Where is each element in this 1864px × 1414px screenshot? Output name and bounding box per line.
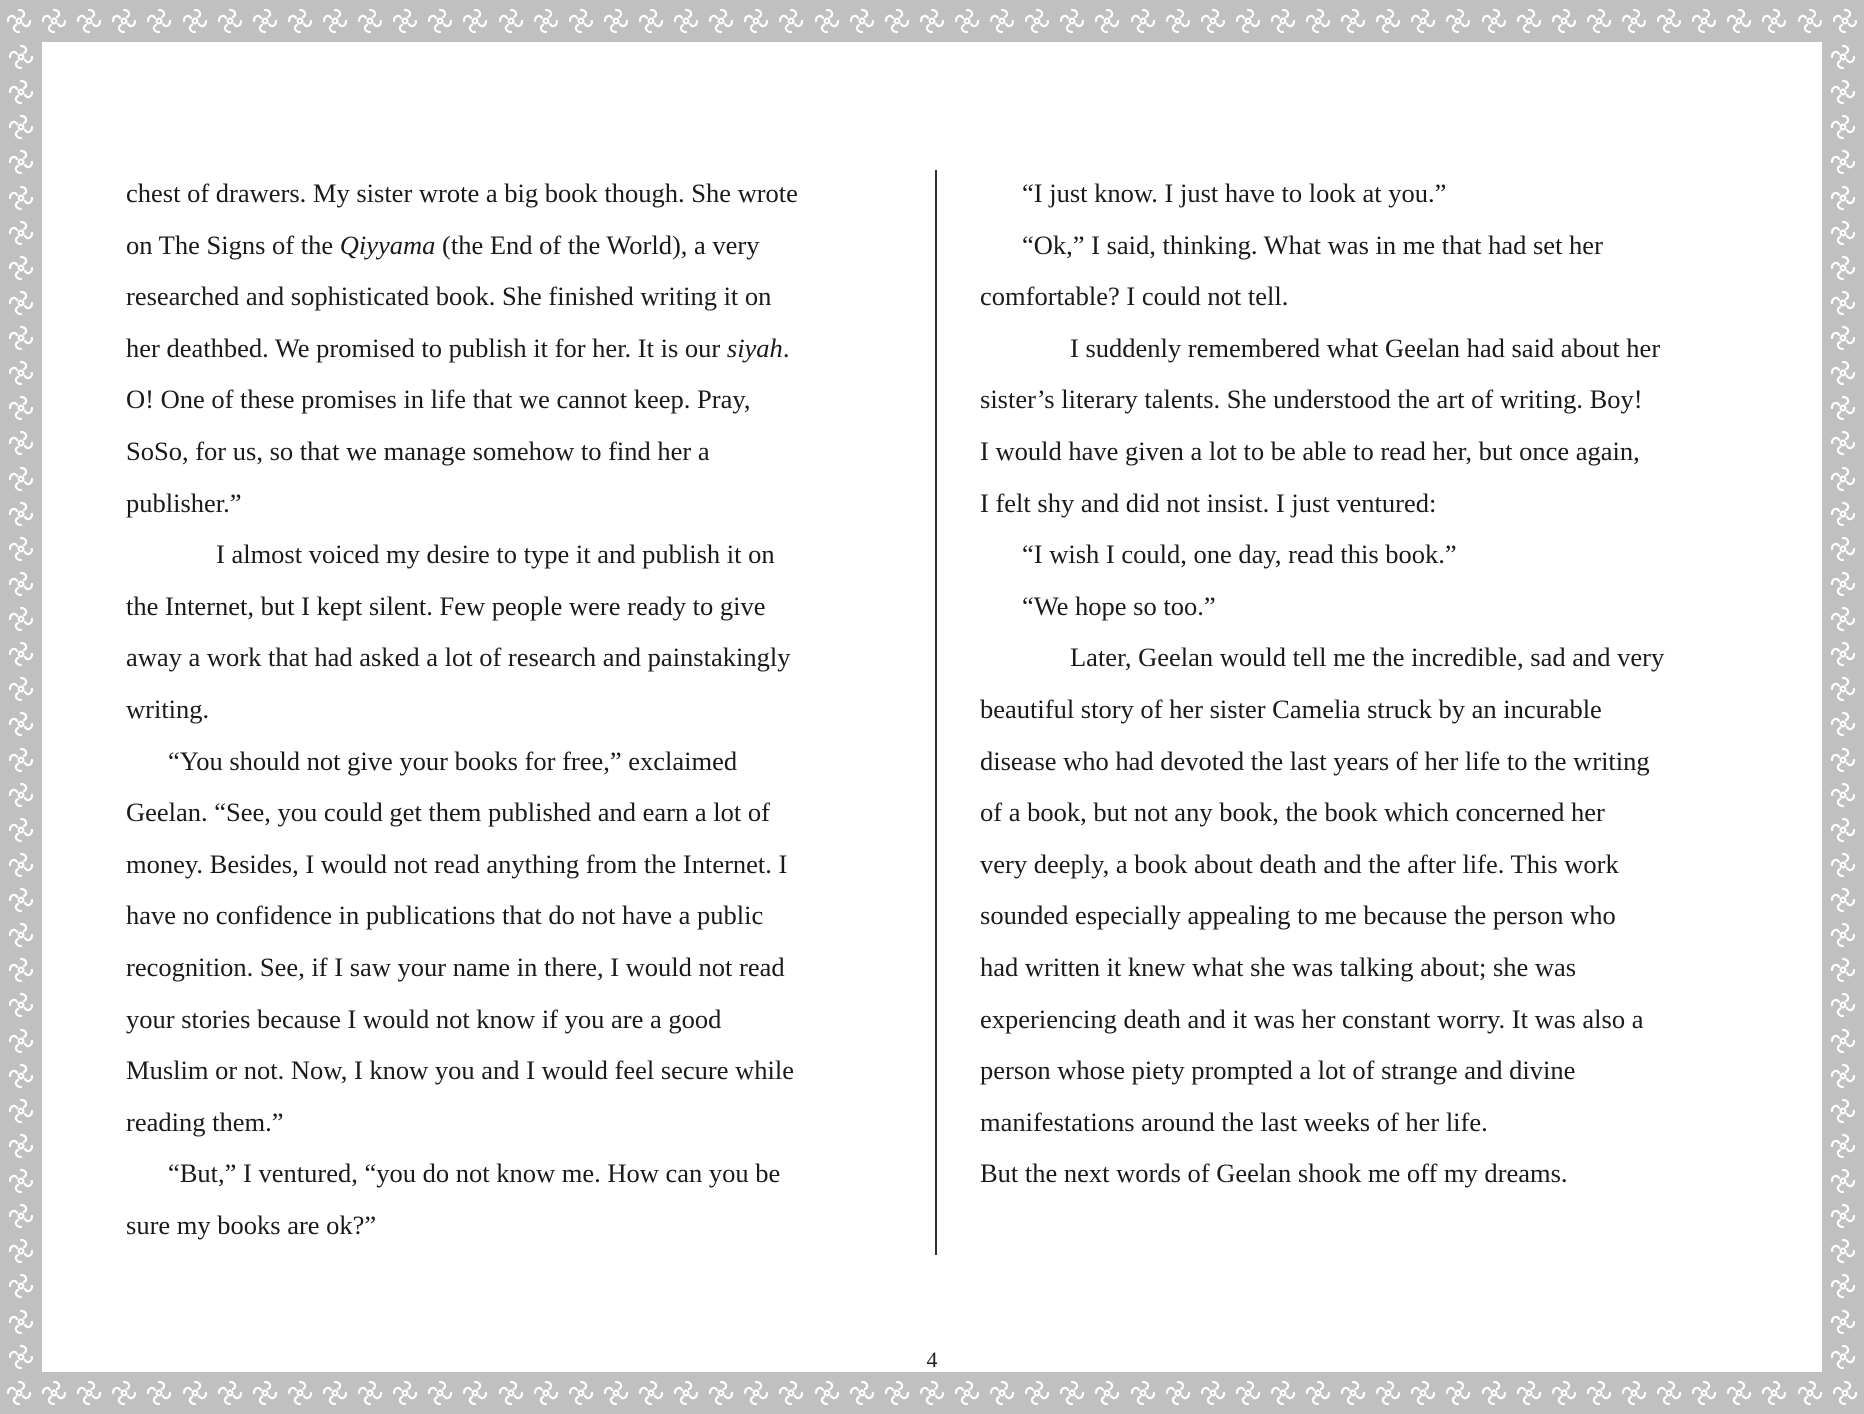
border-ornament-icon — [917, 6, 947, 36]
border-ornament-icon — [215, 6, 245, 36]
border-ornament-icon — [6, 674, 36, 704]
border-ornament-icon — [987, 1378, 1017, 1408]
border-left — [0, 42, 42, 1372]
border-ornament-icon — [496, 6, 526, 36]
border-ornament-icon — [6, 569, 36, 599]
border-ornament-icon — [6, 1236, 36, 1266]
border-ornament-icon — [1828, 1096, 1858, 1126]
border-ornament-icon — [6, 42, 36, 72]
border-ornament-icon — [180, 1378, 210, 1408]
border-ornament-icon — [1828, 1271, 1858, 1301]
border-ornament-icon — [1514, 6, 1544, 36]
border-ornament-icon — [1268, 1378, 1298, 1408]
border-ornament-icon — [1724, 6, 1754, 36]
border-ornament-icon — [6, 323, 36, 353]
border-ornament-icon — [601, 6, 631, 36]
border-ornament-icon — [1828, 464, 1858, 494]
border-ornament-icon — [1514, 1378, 1544, 1408]
border-ornament-icon — [1828, 253, 1858, 283]
border-ornament-icon — [776, 1378, 806, 1408]
text-line: reading them.” — [126, 1106, 284, 1137]
border-ornament-icon — [6, 639, 36, 669]
border-ornament-icon — [320, 1378, 350, 1408]
border-ornament-icon — [1092, 6, 1122, 36]
text-line: I almost voiced my desire to type it and publish it on — [216, 539, 775, 570]
text-line: have no confidence in publications that do not have a public — [126, 900, 764, 931]
border-ornament-icon — [6, 1131, 36, 1161]
border-ornament-icon — [1828, 955, 1858, 985]
border-ornament-icon — [390, 1378, 420, 1408]
border-ornament-icon — [6, 1271, 36, 1301]
border-ornament-icon — [1233, 1378, 1263, 1408]
border-ornament-icon — [1057, 1378, 1087, 1408]
border-ornament-icon — [1830, 1378, 1860, 1408]
border-ornament-icon — [1654, 1378, 1684, 1408]
border-ornament-icon — [1373, 6, 1403, 36]
border-ornament-icon — [496, 1378, 526, 1408]
border-ornament-icon — [6, 709, 36, 739]
border-ornament-icon — [390, 6, 420, 36]
text-line: disease who had devoted the last years of her life to the writing — [980, 745, 1650, 776]
text-line: sure my books are ok?” — [126, 1209, 377, 1240]
text-line: “But,” I ventured, “you do not know me. How can you be — [168, 1158, 781, 1189]
text-line: I felt shy and did not insist. I just ventured: — [980, 487, 1437, 518]
border-ornament-icon — [355, 1378, 385, 1408]
border-ornament-icon — [1828, 183, 1858, 213]
border-ornament-icon — [1830, 6, 1860, 36]
text-line: Later, Geelan would tell me the incredible, sad and very — [1070, 642, 1665, 673]
border-ornament-icon — [1828, 534, 1858, 564]
border-top — [0, 0, 1864, 42]
border-ornament-icon — [1828, 358, 1858, 388]
text-line: sounded especially appealing to me because the person who — [980, 900, 1616, 931]
border-ornament-icon — [1408, 6, 1438, 36]
text-line: “I wish I could, one day, read this book.” — [1022, 539, 1457, 570]
border-ornament-icon — [6, 534, 36, 564]
border-ornament-icon — [1479, 1378, 1509, 1408]
border-ornament-icon — [1654, 6, 1684, 36]
border-ornament-icon — [601, 1378, 631, 1408]
text-line: Geelan. “See, you could get them published and earn a lot of — [126, 797, 770, 828]
border-ornament-icon — [1373, 1378, 1403, 1408]
border-ornament-icon — [425, 6, 455, 36]
border-ornament-icon — [1443, 6, 1473, 36]
text-line: very deeply, a book about death and the after life. This work — [980, 848, 1619, 879]
border-ornament-icon — [531, 6, 561, 36]
border-ornament-icon — [1163, 1378, 1193, 1408]
border-ornament-icon — [847, 6, 877, 36]
border-ornament-icon — [1828, 885, 1858, 915]
italic-term: siyah — [726, 332, 783, 363]
border-ornament-icon — [1479, 6, 1509, 36]
text-segment: (the End of the World), a very — [435, 229, 760, 260]
text-line: comfortable? I could not tell. — [980, 281, 1289, 312]
border-ornament-icon — [812, 6, 842, 36]
border-ornament-icon — [1828, 499, 1858, 529]
border-ornament-icon — [285, 6, 315, 36]
border-ornament-icon — [6, 885, 36, 915]
border-ornament-icon — [1828, 1166, 1858, 1196]
border-ornament-icon — [1828, 604, 1858, 634]
italic-term: Qiyyama — [339, 229, 436, 260]
text-line: your stories because I would not know if you are a good — [126, 1003, 722, 1034]
text-line: of a book, but not any book, the book which concerned her — [980, 797, 1605, 828]
border-ornament-icon — [1828, 393, 1858, 423]
border-ornament-icon — [1549, 6, 1579, 36]
border-ornament-icon — [952, 6, 982, 36]
border-ornament-icon — [6, 1201, 36, 1231]
text-line: “Ok,” I said, thinking. What was in me that had set her — [1022, 229, 1603, 260]
border-ornament-icon — [1128, 6, 1158, 36]
border-ornament-icon — [1619, 6, 1649, 36]
border-ornament-icon — [882, 1378, 912, 1408]
text-line: I would have given a lot to be able to read her, but once again, — [980, 435, 1640, 466]
border-ornament-icon — [1828, 1201, 1858, 1231]
border-ornament-icon — [1163, 6, 1193, 36]
border-ornament-icon — [4, 1378, 34, 1408]
text-line: O! One of these promises in life that we cannot keep. Pray, — [126, 384, 751, 415]
border-ornament-icon — [250, 6, 280, 36]
border-ornament-icon — [1689, 1378, 1719, 1408]
text-segment: on The Signs of the — [126, 229, 340, 260]
border-ornament-icon — [6, 780, 36, 810]
border-ornament-icon — [1549, 1378, 1579, 1408]
text-line: sister’s literary talents. She understood the art of writing. Boy! — [980, 384, 1643, 415]
border-ornament-icon — [566, 6, 596, 36]
border-ornament-icon — [6, 253, 36, 283]
border-ornament-icon — [566, 1378, 596, 1408]
border-ornament-icon — [531, 1378, 561, 1408]
border-ornament-icon — [1303, 6, 1333, 36]
border-ornament-icon — [460, 6, 490, 36]
border-ornament-icon — [6, 218, 36, 248]
border-ornament-icon — [6, 464, 36, 494]
border-ornament-icon — [6, 183, 36, 213]
border-ornament-icon — [1828, 112, 1858, 142]
border-ornament-icon — [6, 1307, 36, 1337]
column-divider — [935, 170, 937, 1255]
text-line: SoSo, for us, so that we manage somehow to find her a — [126, 435, 710, 466]
border-ornament-icon — [1828, 850, 1858, 880]
border-ornament-icon — [6, 428, 36, 458]
border-ornament-icon — [6, 1026, 36, 1056]
border-ornament-icon — [1828, 288, 1858, 318]
border-ornament-icon — [1828, 745, 1858, 775]
border-ornament-icon — [180, 6, 210, 36]
text-line: “You should not give your books for free,” exclaimed — [168, 745, 738, 776]
border-ornament-icon — [1198, 6, 1228, 36]
border-ornament-icon — [285, 1378, 315, 1408]
border-ornament-icon — [250, 1378, 280, 1408]
border-ornament-icon — [6, 1061, 36, 1091]
border-ornament-icon — [741, 6, 771, 36]
border-ornament-icon — [1795, 6, 1825, 36]
text-line: “I just know. I just have to look at you.” — [1022, 178, 1447, 208]
text-line — [126, 220, 896, 272]
text-line: “We hope so too.” — [1022, 590, 1216, 621]
border-ornament-icon — [882, 6, 912, 36]
border-ornament-icon — [460, 1378, 490, 1408]
border-ornament-icon — [1443, 1378, 1473, 1408]
border-ornament-icon — [1828, 218, 1858, 248]
text-line: recognition. See, if I saw your name in there, I would not read — [126, 951, 785, 982]
border-ornament-icon — [6, 1166, 36, 1196]
text-line — [126, 323, 896, 375]
text-line: money. Besides, I would not read anything from the Internet. I — [126, 848, 788, 879]
border-ornament-icon — [1828, 990, 1858, 1020]
border-ornament-icon — [1828, 1236, 1858, 1266]
border-ornament-icon — [6, 990, 36, 1020]
text-line: publisher.” — [126, 487, 242, 518]
border-ornament-icon — [1828, 77, 1858, 107]
border-ornament-icon — [1584, 6, 1614, 36]
border-ornament-icon — [636, 6, 666, 36]
border-ornament-icon — [39, 1378, 69, 1408]
border-ornament-icon — [706, 1378, 736, 1408]
border-ornament-icon — [1828, 428, 1858, 458]
border-ornament-icon — [1233, 6, 1263, 36]
text-line: beautiful story of her sister Camelia struck by an incurable — [980, 693, 1602, 724]
border-ornament-icon — [6, 1096, 36, 1126]
border-ornament-icon — [1828, 42, 1858, 72]
border-ornament-icon — [1828, 147, 1858, 177]
text-line: I suddenly remembered what Geelan had said about her — [1070, 332, 1661, 363]
border-ornament-icon — [952, 1378, 982, 1408]
border-ornament-icon — [320, 6, 350, 36]
border-ornament-icon — [1828, 709, 1858, 739]
text-segment: . — [782, 332, 790, 363]
border-ornament-icon — [1828, 639, 1858, 669]
right-text-column — [980, 168, 1740, 1200]
border-ornament-icon — [1303, 1378, 1333, 1408]
border-ornament-icon — [671, 1378, 701, 1408]
text-line: away a work that had asked a lot of research and painstakingly — [126, 642, 791, 673]
border-ornament-icon — [6, 358, 36, 388]
border-right — [1822, 42, 1864, 1372]
border-ornament-icon — [1828, 815, 1858, 845]
border-ornament-icon — [917, 1378, 947, 1408]
border-ornament-icon — [4, 6, 34, 36]
text-line: experiencing death and it was her constant worry. It was also a — [980, 1003, 1644, 1034]
border-ornament-icon — [1198, 1378, 1228, 1408]
border-ornament-icon — [1828, 323, 1858, 353]
left-text-column — [126, 168, 896, 1251]
border-ornament-icon — [1759, 6, 1789, 36]
border-ornament-icon — [6, 745, 36, 775]
border-ornament-icon — [1759, 1378, 1789, 1408]
border-ornament-icon — [1584, 1378, 1614, 1408]
border-ornament-icon — [6, 815, 36, 845]
border-ornament-icon — [987, 6, 1017, 36]
text-line: chest of drawers. My sister wrote a big book though. She wrote — [126, 178, 798, 208]
page-number: 4 — [926, 1347, 938, 1372]
text-line: manifestations around the last weeks of her life. — [980, 1106, 1488, 1137]
text-line: person whose piety prompted a lot of strange and divine — [980, 1055, 1576, 1086]
border-ornament-icon — [6, 499, 36, 529]
border-ornament-icon — [671, 6, 701, 36]
border-ornament-icon — [144, 6, 174, 36]
text-line: But the next words of Geelan shook me off my dreams. — [980, 1158, 1568, 1189]
border-ornament-icon — [74, 1378, 104, 1408]
border-ornament-icon — [6, 955, 36, 985]
border-ornament-icon — [6, 147, 36, 177]
border-ornament-icon — [1268, 6, 1298, 36]
border-ornament-icon — [6, 850, 36, 880]
border-ornament-icon — [847, 1378, 877, 1408]
border-ornament-icon — [1828, 780, 1858, 810]
border-ornament-icon — [6, 920, 36, 950]
border-ornament-icon — [1022, 6, 1052, 36]
border-ornament-icon — [1828, 569, 1858, 599]
border-ornament-icon — [776, 6, 806, 36]
border-ornament-icon — [1128, 1378, 1158, 1408]
border-ornament-icon — [1689, 6, 1719, 36]
border-ornament-icon — [741, 1378, 771, 1408]
border-ornament-icon — [109, 6, 139, 36]
border-ornament-icon — [1828, 1061, 1858, 1091]
border-ornament-icon — [1828, 920, 1858, 950]
border-ornament-icon — [1828, 1026, 1858, 1056]
border-bottom — [0, 1372, 1864, 1414]
border-ornament-icon — [636, 1378, 666, 1408]
border-ornament-icon — [1619, 1378, 1649, 1408]
text-line: researched and sophisticated book. She finished writing it on — [126, 281, 772, 312]
border-ornament-icon — [1828, 1131, 1858, 1161]
border-ornament-icon — [1338, 6, 1368, 36]
text-segment: her deathbed. We promised to publish it for her. It is our — [126, 332, 727, 363]
text-line: had written it knew what she was talking about; she was — [980, 951, 1577, 982]
border-ornament-icon — [6, 77, 36, 107]
border-ornament-icon — [1724, 1378, 1754, 1408]
text-line: Muslim or not. Now, I know you and I would feel secure while — [126, 1055, 795, 1086]
border-ornament-icon — [109, 1378, 139, 1408]
text-line: the Internet, but I kept silent. Few people were ready to give — [126, 590, 766, 621]
border-ornament-icon — [1022, 1378, 1052, 1408]
border-ornament-icon — [425, 1378, 455, 1408]
border-ornament-icon — [6, 288, 36, 318]
border-ornament-icon — [355, 6, 385, 36]
border-ornament-icon — [144, 1378, 174, 1408]
border-ornament-icon — [1795, 1378, 1825, 1408]
border-ornament-icon — [1408, 1378, 1438, 1408]
border-ornament-icon — [6, 604, 36, 634]
border-ornament-icon — [1828, 1307, 1858, 1337]
border-ornament-icon — [215, 1378, 245, 1408]
border-ornament-icon — [74, 6, 104, 36]
text-line: writing. — [126, 693, 210, 724]
border-ornament-icon — [706, 6, 736, 36]
border-ornament-icon — [1828, 674, 1858, 704]
border-ornament-icon — [6, 112, 36, 142]
border-ornament-icon — [1057, 6, 1087, 36]
border-ornament-icon — [1338, 1378, 1368, 1408]
border-ornament-icon — [39, 6, 69, 36]
border-ornament-icon — [1092, 1378, 1122, 1408]
border-ornament-icon — [812, 1378, 842, 1408]
border-ornament-icon — [6, 393, 36, 423]
